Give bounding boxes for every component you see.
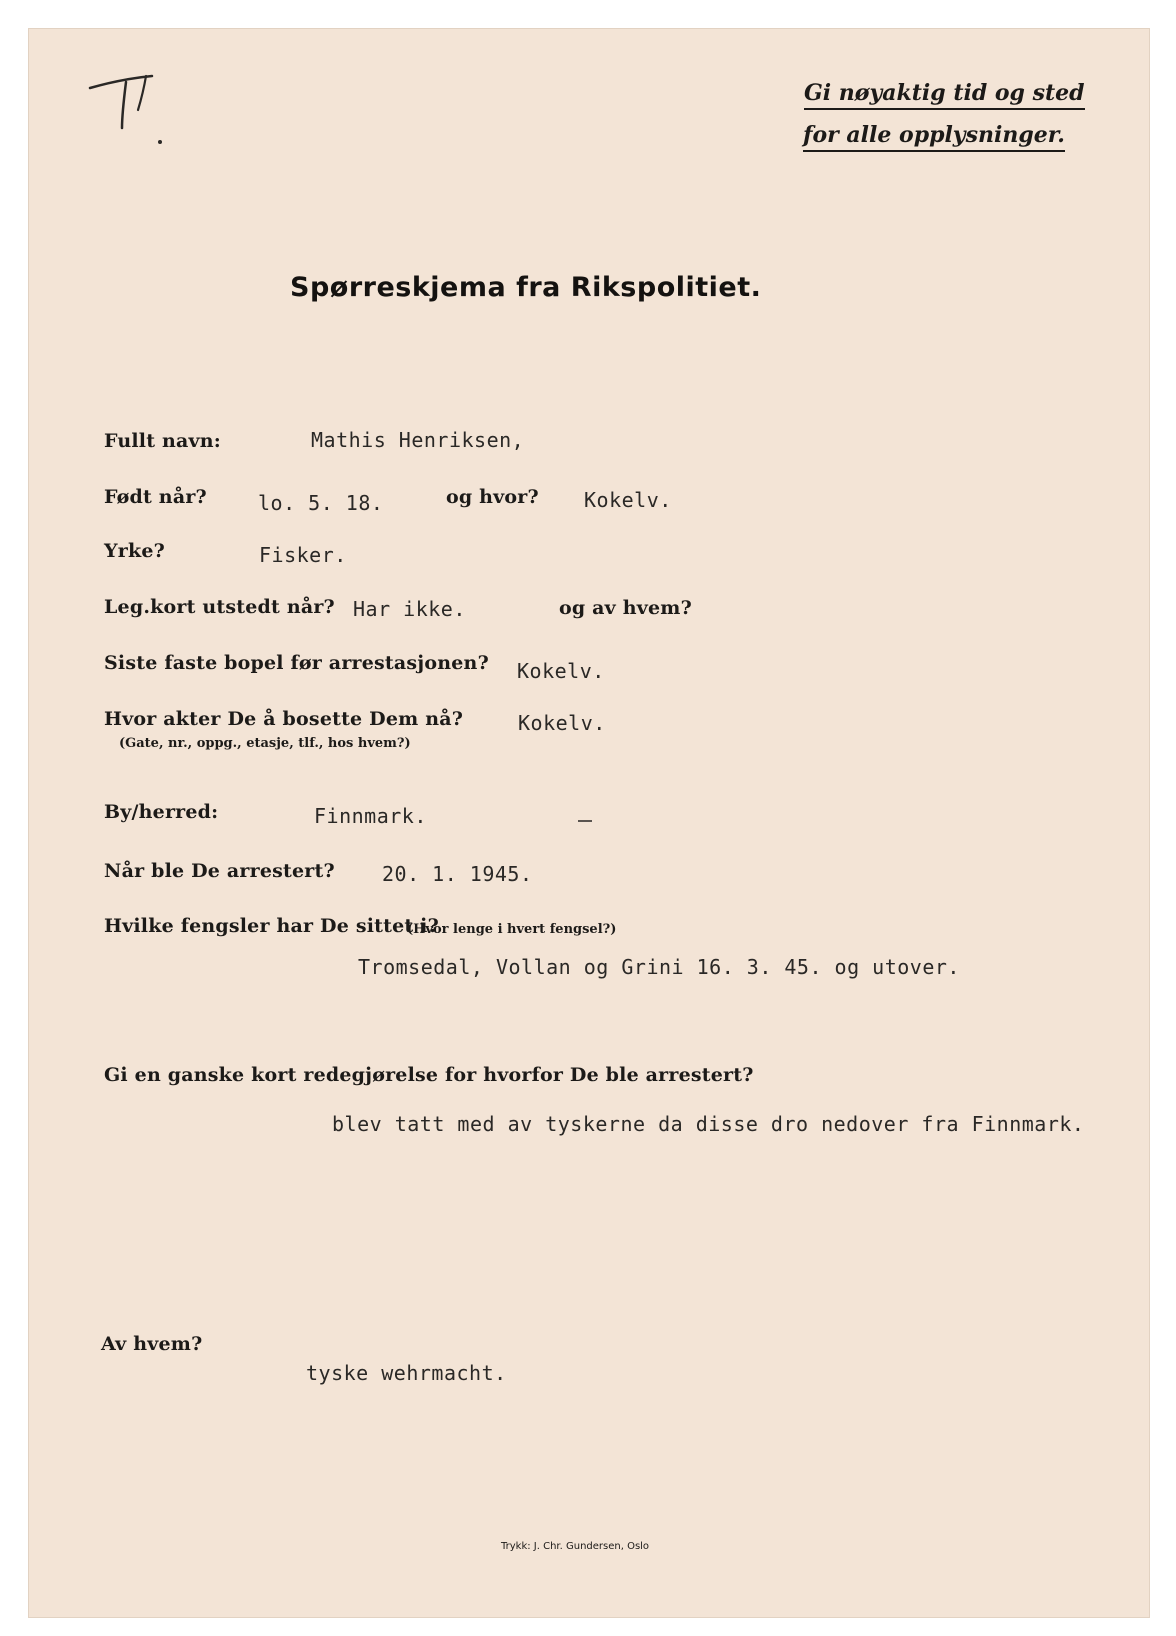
reason-label: Gi en ganske kort redegjørelse for hvorfor De ble arrestert? [104,1064,754,1086]
header-note-line1: Gi nøyaktig tid og sted [804,80,1085,110]
future-residence-value: Kokelv. [518,711,606,735]
id-card-label: Leg.kort utstedt når? [104,596,335,618]
municipality-label: By/herred: [104,801,219,823]
last-residence-value: Kokelv. [517,659,605,683]
born-label: Født når? [104,486,207,508]
by-whom-value: tyske wehrmacht. [306,1361,507,1385]
born-where-value: Kokelv. [584,488,672,512]
born-where-label: og hvor? [446,486,539,508]
handwritten-mark-icon [86,66,176,146]
prisons-hint: (Hvor lenge i hvert fengsel?) [407,922,617,937]
future-residence-label: Hvor akter De å bosette Dem nå? [104,708,464,730]
name-value: Mathis Henriksen, [311,428,525,452]
occupation-value: Fisker. [259,543,347,567]
name-label: Fullt navn: [104,430,221,452]
by-whom-label: Av hvem? [101,1333,203,1355]
last-residence-label: Siste faste bopel før arrestasjonen? [104,652,489,674]
form-page [28,28,1150,1618]
arrested-when-value: 20. 1. 1945. [382,862,533,886]
arrested-when-label: Når ble De arrestert? [104,860,335,882]
id-card-by-label: og av hvem? [559,597,692,619]
header-note-line2: for alle opplysninger. [803,122,1065,152]
prisons-label: Hvilke fengsler har De sittet i? [104,915,439,937]
stray-dash [578,820,592,822]
municipality-value: Finnmark. [314,804,427,828]
prisons-value: Tromsedal, Vollan og Grini 16. 3. 45. og utover. [358,955,960,979]
id-card-value: Har ikke. [353,597,466,621]
occupation-label: Yrke? [104,540,165,562]
future-residence-hint: (Gate, nr., oppg., etasje, tlf., hos hvem?) [119,736,411,751]
printer-imprint: Trykk: J. Chr. Gundersen, Oslo [501,1541,650,1552]
reason-value: blev tatt med av tyskerne da disse dro nedover fra Finnmark. [332,1112,1085,1136]
born-value: lo. 5. 18. [258,491,384,515]
page-title: Spørreskjema fra Rikspolitiet. [290,272,762,303]
